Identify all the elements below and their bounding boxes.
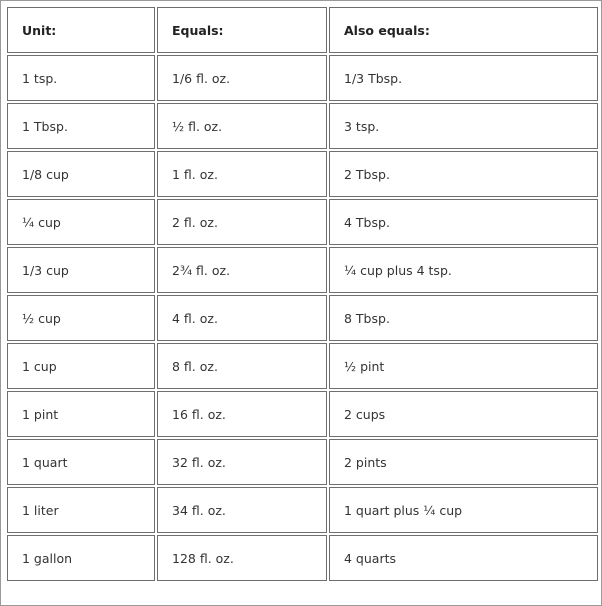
table-row [7,247,598,293]
also-equals-cell: 8 Tbsp. [329,295,598,341]
header-also-equals: Also equals: [329,7,598,53]
equals-cell: 2 fl. oz. [157,199,327,245]
unit-cell: ¼ cup [7,199,155,245]
table-row [7,487,598,533]
table-row [7,343,598,389]
also-equals-cell: 1 quart plus ¼ cup [329,487,598,533]
header-equals: Equals: [157,7,327,53]
also-equals-cell: 2 Tbsp. [329,151,598,197]
also-equals-cell: 1/3 Tbsp. [329,55,598,101]
table-row [7,535,598,581]
also-equals-cell: 4 quarts [329,535,598,581]
equals-cell: 1/6 fl. oz. [157,55,327,101]
equals-cell: 4 fl. oz. [157,295,327,341]
table-row [7,103,598,149]
unit-cell: 1 gallon [7,535,155,581]
also-equals-cell: 3 tsp. [329,103,598,149]
equals-cell: 34 fl. oz. [157,487,327,533]
also-equals-cell: 2 pints [329,439,598,485]
header-unit: Unit: [7,7,155,53]
unit-cell: 1 Tbsp. [7,103,155,149]
measurement-conversion-table [5,5,600,583]
table-row [7,391,598,437]
equals-cell: 8 fl. oz. [157,343,327,389]
table-header-row [7,7,598,53]
equals-cell: ½ fl. oz. [157,103,327,149]
unit-cell: 1 quart [7,439,155,485]
unit-cell: 1 liter [7,487,155,533]
equals-cell: 1 fl. oz. [157,151,327,197]
equals-cell: 2¾ fl. oz. [157,247,327,293]
unit-cell: 1/3 cup [7,247,155,293]
also-equals-cell: 2 cups [329,391,598,437]
table-row [7,295,598,341]
unit-cell: 1 cup [7,343,155,389]
equals-cell: 16 fl. oz. [157,391,327,437]
also-equals-cell: ¼ cup plus 4 tsp. [329,247,598,293]
table-row [7,151,598,197]
unit-cell: 1 pint [7,391,155,437]
table-row [7,439,598,485]
table-row [7,199,598,245]
equals-cell: 128 fl. oz. [157,535,327,581]
also-equals-cell: ½ pint [329,343,598,389]
table-row [7,55,598,101]
equals-cell: 32 fl. oz. [157,439,327,485]
unit-cell: 1 tsp. [7,55,155,101]
also-equals-cell: 4 Tbsp. [329,199,598,245]
unit-cell: 1/8 cup [7,151,155,197]
unit-cell: ½ cup [7,295,155,341]
